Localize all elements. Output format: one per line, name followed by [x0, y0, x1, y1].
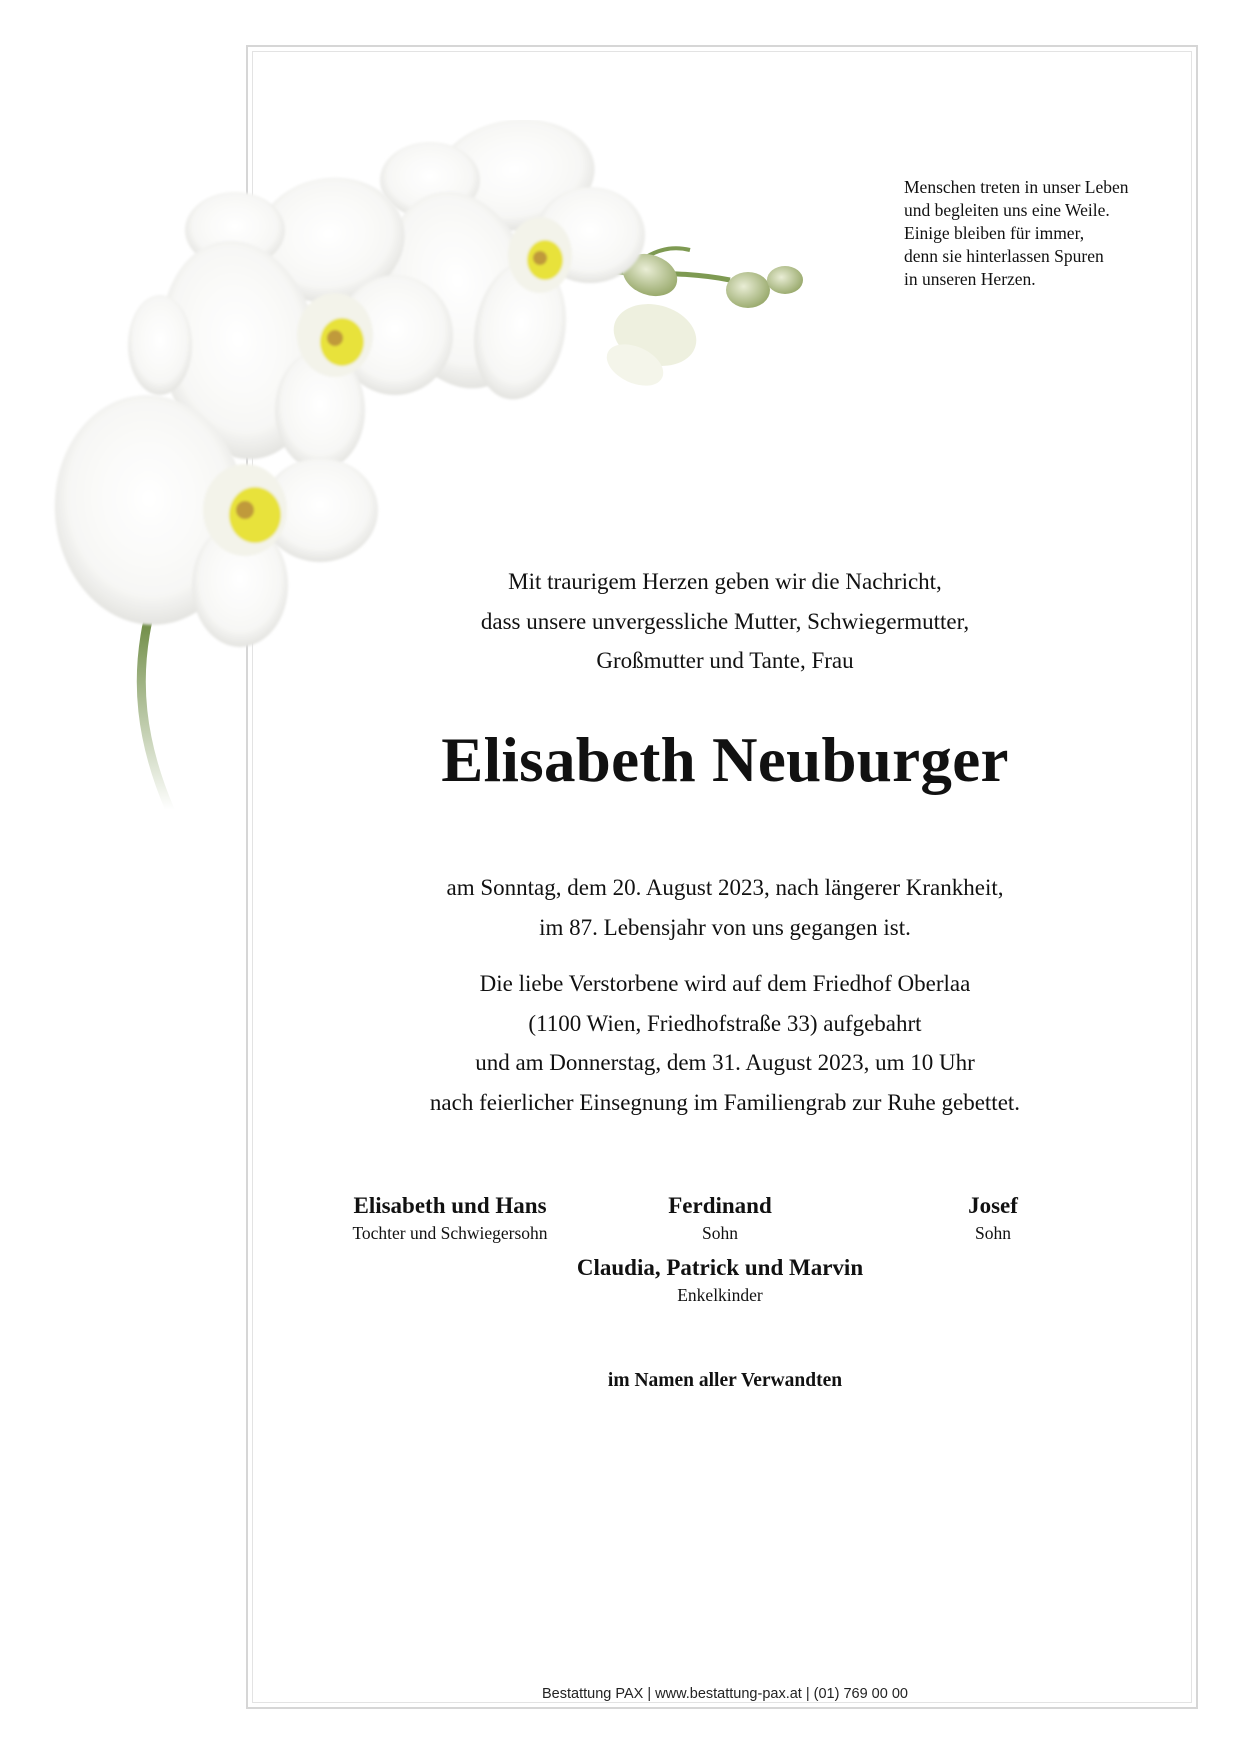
mourner-grandchildren — [560, 1254, 880, 1308]
mourner-son-ferdinand — [560, 1192, 880, 1246]
poem-line: denn sie hinterlassen Spuren — [904, 246, 1104, 266]
mourner-role: Sohn — [702, 1223, 738, 1243]
intro-text — [350, 562, 1100, 681]
orchid-buds — [600, 247, 803, 394]
mourner-role: Tochter und Schwiegersohn — [352, 1223, 548, 1243]
poem-quote — [904, 176, 1204, 291]
intro-line: dass unsere unvergessliche Mutter, Schwiegermutter, — [480, 608, 970, 634]
death-line: am Sonntag, dem 20. August 2023, nach längerer Krankheit, — [446, 875, 1004, 900]
mourner-name: Elisabeth und Hans — [353, 1193, 547, 1218]
closing-line: im Namen aller Verwandten — [607, 1370, 843, 1391]
burial-line: (1100 Wien, Friedhofstraße 33) aufgebahrt — [528, 1010, 922, 1036]
orchid-image — [30, 120, 830, 820]
death-notice — [350, 868, 1100, 947]
mourner-son-josef — [833, 1192, 1153, 1246]
burial-notice — [350, 964, 1100, 1122]
mourner-role: Enkelkinder — [677, 1285, 763, 1305]
intro-line: Mit traurigem Herzen geben wir die Nachricht, — [508, 569, 942, 594]
burial-line: Die liebe Verstorbene wird auf dem Friedhof Oberlaa — [479, 971, 971, 996]
poem-line: in unseren Herzen. — [904, 269, 1036, 289]
burial-line: nach feierlicher Einsegnung im Familiengrab zur Ruhe gebettet. — [429, 1089, 1021, 1115]
footer-contact: Bestattung PAX | www.bestattung-pax.at | (01) 769 00 00 — [542, 1686, 908, 1702]
poem-line: und begleiten uns eine Weile. — [904, 200, 1110, 220]
mourner-role: Sohn — [975, 1223, 1011, 1243]
mourner-name: Ferdinand — [668, 1193, 772, 1218]
burial-line: und am Donnerstag, dem 31. August 2023, um 10 Uhr — [475, 1050, 975, 1075]
mourner-name: Claudia, Patrick und Marvin — [576, 1255, 864, 1280]
poem-line: Menschen treten in unser Leben — [904, 177, 1129, 197]
death-line: im 87. Lebensjahr von uns gegangen ist. — [539, 914, 911, 940]
deceased-name: Elisabeth Neuburger — [441, 725, 1009, 795]
mourner-name: Josef — [968, 1193, 1018, 1218]
intro-line: Großmutter und Tante, Frau — [596, 648, 854, 673]
poem-line: Einige bleiben für immer, — [904, 223, 1085, 243]
